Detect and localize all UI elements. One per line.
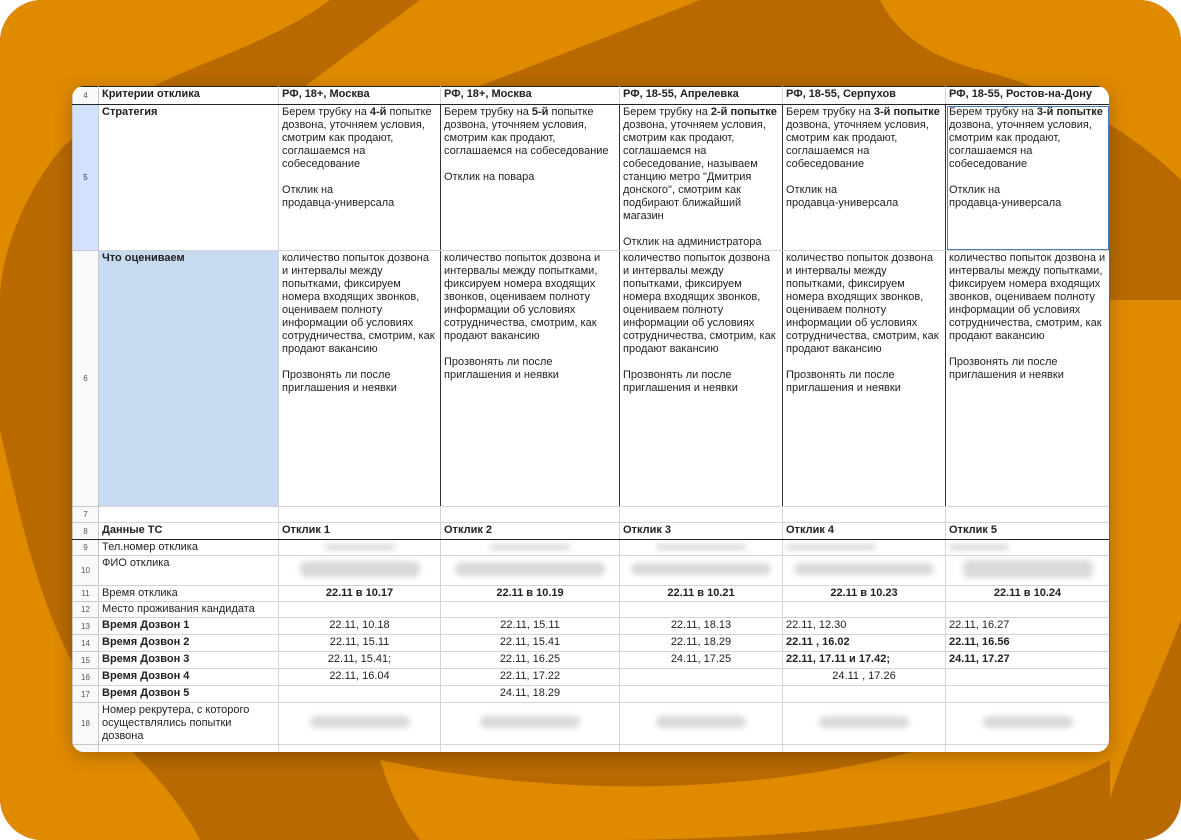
empty-cell[interactable] [279, 745, 441, 753]
evaluate-cell-2[interactable]: количество попыток дозвона и интервалы между попытками, фиксируем номера входящих звонков, оцениваем полноту информации об условиях сотрудничества, смотрим, как продают вакансию Прозвонять ли после приглашения и неявки [441, 251, 620, 507]
text: Берем трубку на [949, 106, 1037, 118]
criteria-cell-4[interactable]: РФ, 18-55, Серпухов [783, 87, 946, 105]
call1-cell[interactable]: 22.11, 10.18 [279, 618, 441, 635]
redacted-blur [325, 544, 395, 550]
row-10 [73, 556, 1110, 586]
row-12 [73, 602, 1110, 618]
empty-cell[interactable] [279, 507, 441, 523]
empty-cell[interactable] [783, 507, 946, 523]
empty-cell[interactable] [441, 507, 620, 523]
text: Берем трубку на [786, 106, 874, 118]
row-number[interactable]: 12 [73, 602, 99, 618]
row-number[interactable]: 17 [73, 686, 99, 703]
text-bold: 3-й попытке [1036, 106, 1103, 118]
call4-cell[interactable] [620, 669, 783, 686]
label-cell[interactable]: Место проживания кандидата [99, 602, 279, 618]
call5-cell[interactable] [620, 686, 783, 703]
row-8 [73, 523, 1110, 540]
phone-cell-redacted[interactable] [783, 540, 946, 556]
spreadsheet-table [72, 86, 1109, 752]
empty-cell[interactable] [99, 745, 279, 753]
criteria-cell-1[interactable]: РФ, 18+, Москва [279, 87, 441, 105]
strategy-cell-1[interactable] [279, 105, 441, 251]
call2-cell[interactable]: 22.11 , 16.02 [783, 635, 946, 652]
text: Берем трубку на [623, 106, 711, 118]
call4-cell[interactable] [946, 669, 1110, 686]
response-header-4[interactable]: Отклик 4 [783, 523, 946, 540]
label-cell[interactable]: Что оцениваем [99, 251, 279, 507]
text: попытке дозвона, уточняем условия, смотрим как продают, соглашаемся на собеседование Отклик на продавца-универсала [282, 106, 432, 209]
empty-cell[interactable] [620, 602, 783, 618]
label-cell[interactable]: Критерии отклика [99, 87, 279, 105]
recruiter-cell-redacted[interactable] [620, 703, 783, 745]
response-header-3[interactable]: Отклик 3 [620, 523, 783, 540]
response-time-2[interactable]: 22.11 в 10.19 [441, 586, 620, 602]
redacted-blur [300, 561, 420, 577]
label-cell[interactable]: Номер рекрутера, с которого осуществлялись попытки дозвона [99, 703, 279, 745]
response-time-4[interactable]: 22.11 в 10.23 [783, 586, 946, 602]
strategy-cell-5[interactable] [946, 105, 1110, 251]
strategy-cell-3[interactable] [620, 105, 783, 251]
label-cell[interactable]: Время Дозвон 2 [99, 635, 279, 652]
text-bold: 3-й попытке [873, 106, 940, 118]
text: Берем трубку на [282, 106, 370, 118]
empty-cell[interactable] [946, 507, 1110, 523]
empty-cell[interactable] [620, 745, 783, 753]
empty-cell[interactable] [783, 745, 946, 753]
call1-cell[interactable]: 22.11, 12.30 [783, 618, 946, 635]
response-time-1[interactable]: 22.11 в 10.17 [279, 586, 441, 602]
call5-cell[interactable] [279, 686, 441, 703]
redacted-blur [490, 544, 570, 550]
phone-cell-redacted[interactable] [279, 540, 441, 556]
text: дозвона, уточняем условия, смотрим как продают, соглашаемся на собеседование, называем станцию метро "Дмитрия донского", смотрим как подбирают ближайший магазин Отклик на администратора [623, 119, 766, 248]
call5-cell[interactable] [946, 686, 1110, 703]
redacted-blur [480, 716, 580, 728]
name-cell-redacted[interactable] [441, 556, 620, 586]
row-11 [73, 586, 1110, 602]
name-cell-redacted[interactable] [946, 556, 1110, 586]
strategy-cell-2[interactable] [441, 105, 620, 251]
phone-cell-redacted[interactable] [620, 540, 783, 556]
phone-cell-redacted[interactable] [441, 540, 620, 556]
row-number[interactable]: 14 [73, 635, 99, 652]
call2-cell[interactable]: 22.11, 15.11 [279, 635, 441, 652]
row-number[interactable]: 4 [73, 87, 99, 105]
row-number[interactable]: 9 [73, 540, 99, 556]
text-bold: 5-й [531, 106, 549, 118]
empty-cell[interactable] [620, 507, 783, 523]
row-number[interactable]: 11 [73, 586, 99, 602]
row-number[interactable]: 6 [73, 251, 99, 507]
row-number[interactable]: 15 [73, 652, 99, 669]
evaluate-cell-5[interactable]: количество попыток дозвона и интервалы между попытками, фиксируем номера входящих звонков, оцениваем полноту информации об условиях сотрудничества, смотрим, как продают вакансию Прозвонять ли после приглашения и неявки [946, 251, 1110, 507]
recruiter-cell-redacted[interactable] [946, 703, 1110, 745]
label-cell[interactable]: Время Дозвон 3 [99, 652, 279, 669]
name-cell-redacted[interactable] [783, 556, 946, 586]
empty-cell[interactable] [99, 507, 279, 523]
row-number[interactable]: 10 [73, 556, 99, 586]
call2-cell[interactable]: 22.11, 15.41 [441, 635, 620, 652]
row-13 [73, 618, 1110, 635]
call1-cell[interactable]: 22.11, 16.27 [946, 618, 1110, 635]
call3-cell[interactable]: 22.11, 17.11 и 17.42; [783, 652, 946, 669]
label-cell[interactable]: Время Дозвон 4 [99, 669, 279, 686]
row-15 [73, 652, 1110, 669]
redacted-blur [983, 716, 1073, 728]
strategy-cell-4[interactable] [783, 105, 946, 251]
redacted-blur [794, 563, 934, 575]
redacted-blur [963, 560, 1093, 578]
row-17 [73, 686, 1110, 703]
recruiter-cell-redacted[interactable] [441, 703, 620, 745]
evaluate-cell-1[interactable]: количество попыток дозвона и интервалы между попытками, фиксируем номера входящих звонков, оцениваем полноту информации об условиях сотрудничества, смотрим, как продают вакансию Прозвонять ли после приглашения и неявки [279, 251, 441, 507]
row-4 [73, 87, 1110, 105]
row-number[interactable]: 5 [73, 105, 99, 251]
redacted-blur [455, 562, 605, 576]
label-cell[interactable]: Стратегия [99, 105, 279, 251]
text: попытке дозвона, уточняем условия, смотрим как продают, соглашаемся на собеседование Отклик на повара [444, 106, 609, 183]
response-header-1[interactable]: Отклик 1 [279, 523, 441, 540]
response-header-2[interactable]: Отклик 2 [441, 523, 620, 540]
recruiter-cell-redacted[interactable] [783, 703, 946, 745]
text-bold: 4-й [369, 106, 387, 118]
label-cell[interactable]: Данные ТС [99, 523, 279, 540]
call4-cell[interactable]: 24.11 , 17.26 [783, 669, 946, 686]
empty-cell[interactable] [946, 602, 1110, 618]
call4-cell[interactable]: 22.11, 17.22 [441, 669, 620, 686]
row-9 [73, 540, 1110, 556]
criteria-cell-3[interactable]: РФ, 18-55, Апрелевка [620, 87, 783, 105]
evaluate-cell-3[interactable]: количество попыток дозвона и интервалы между попытками, фиксируем номера входящих звонков, оцениваем полноту информации об условиях сотрудничества, смотрим, как продают вакансию Прозвонять ли после приглашения и неявки [620, 251, 783, 507]
evaluate-cell-4[interactable]: количество попыток дозвона и интервалы между попытками, фиксируем номера входящих звонков, оцениваем полноту информации об условиях сотрудничества, смотрим, как продают вакансию Прозвонять ли после приглашения и неявки [783, 251, 946, 507]
row-number[interactable]: 16 [73, 669, 99, 686]
row-18 [73, 703, 1110, 745]
redacted-blur [631, 563, 771, 575]
row-19-partial [73, 745, 1110, 753]
empty-cell[interactable] [946, 745, 1110, 753]
name-cell-redacted[interactable] [279, 556, 441, 586]
row-16 [73, 669, 1110, 686]
row-5 [73, 105, 1110, 251]
row-6 [73, 251, 1110, 507]
call2-cell[interactable]: 22.11, 18.29 [620, 635, 783, 652]
call2-cell[interactable]: 22.11, 16.56 [946, 635, 1110, 652]
response-header-5[interactable]: Отклик 5 [946, 523, 1110, 540]
call5-cell[interactable]: 24.11, 18.29 [441, 686, 620, 703]
redacted-blur [819, 716, 909, 728]
call3-cell[interactable]: 22.11, 15.41; [279, 652, 441, 669]
empty-cell[interactable] [783, 602, 946, 618]
empty-cell[interactable] [279, 602, 441, 618]
phone-cell-redacted[interactable] [946, 540, 1110, 556]
redacted-blur [656, 544, 746, 550]
recruiter-cell-redacted[interactable] [279, 703, 441, 745]
call3-cell[interactable]: 24.11, 17.25 [620, 652, 783, 669]
text-bold: 2-й попытке [710, 106, 777, 118]
redacted-blur [310, 716, 410, 728]
response-time-3[interactable]: 22.11 в 10.21 [620, 586, 783, 602]
redacted-blur [786, 544, 876, 550]
label-cell[interactable]: ФИО отклика [99, 556, 279, 586]
row-number[interactable]: 13 [73, 618, 99, 635]
empty-cell[interactable] [441, 602, 620, 618]
row-number[interactable]: 8 [73, 523, 99, 540]
empty-cell[interactable] [441, 745, 620, 753]
row-14 [73, 635, 1110, 652]
row-number[interactable]: 18 [73, 703, 99, 745]
call4-cell[interactable]: 22.11, 16.04 [279, 669, 441, 686]
redacted-blur [656, 716, 746, 728]
criteria-cell-5[interactable]: РФ, 18-55, Ростов-на-Дону [946, 87, 1110, 105]
call3-cell[interactable]: 22.11, 16.25 [441, 652, 620, 669]
redacted-blur [949, 544, 1009, 550]
label-cell[interactable]: Время Дозвон 5 [99, 686, 279, 703]
text: Берем трубку на [444, 106, 532, 118]
call1-cell[interactable]: 22.11, 18.13 [620, 618, 783, 635]
label-cell[interactable]: Тел.номер отклика [99, 540, 279, 556]
call1-cell[interactable]: 22.11, 15.11 [441, 618, 620, 635]
text: дозвона, уточняем условия, смотрим как продают, соглашаемся на собеседование Отклик на продавца-универсала [949, 119, 1092, 209]
call5-cell[interactable] [783, 686, 946, 703]
label-cell[interactable]: Время Дозвон 1 [99, 618, 279, 635]
response-time-5[interactable]: 22.11 в 10.24 [946, 586, 1110, 602]
spreadsheet-panel [72, 86, 1109, 752]
row-7 [73, 507, 1110, 523]
criteria-cell-2[interactable]: РФ, 18+, Москва [441, 87, 620, 105]
label-cell[interactable]: Время отклика [99, 586, 279, 602]
name-cell-redacted[interactable] [620, 556, 783, 586]
text: дозвона, уточняем условия, смотрим как продают, соглашаемся на собеседование Отклик на продавца-универсала [786, 119, 929, 209]
call3-cell[interactable]: 24.11, 17.27 [946, 652, 1110, 669]
row-number[interactable]: 7 [73, 507, 99, 523]
